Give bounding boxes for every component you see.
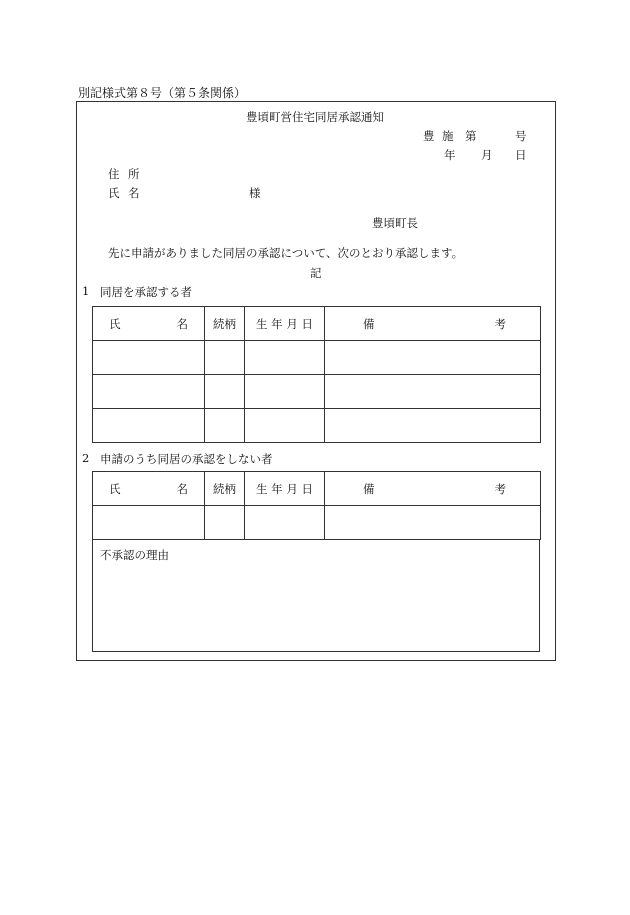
address-label-a: 住 <box>108 167 120 181</box>
sama-label: 様 <box>249 186 261 200</box>
header-birth: 生 年 月 日 <box>245 307 325 341</box>
table-row <box>93 375 541 409</box>
reason-box[interactable] <box>92 539 540 652</box>
cell-note[interactable] <box>325 375 541 409</box>
header-birth: 生 年 月 日 <box>245 472 325 506</box>
number-dai: 第 <box>465 129 477 143</box>
cell-birth[interactable] <box>245 375 325 409</box>
number-shi: 施 <box>442 129 454 143</box>
header-note: 備 考 <box>325 307 541 341</box>
table-header-row <box>93 307 541 341</box>
header-note: 備 考 <box>325 472 541 506</box>
date-year: 年 <box>444 148 456 162</box>
reason-label: 不承認の理由 <box>100 548 169 562</box>
section2-number: 2 <box>82 451 90 465</box>
cell-name[interactable] <box>93 409 205 443</box>
cell-birth[interactable] <box>245 506 325 540</box>
form-label: 別記様式第８号（第５条関係） <box>78 86 247 100</box>
section1-number: 1 <box>82 284 90 298</box>
table-row <box>93 409 541 443</box>
issuer: 豊頃町長 <box>372 216 418 230</box>
date-day: 日 <box>515 148 527 162</box>
cell-name[interactable] <box>93 375 205 409</box>
approved-table <box>92 306 541 443</box>
cell-relation[interactable] <box>205 506 245 540</box>
cell-name[interactable] <box>93 506 205 540</box>
body-text: 先に申請がありました同居の承認について、次のとおり承認します。 <box>108 246 464 260</box>
table-header-row <box>93 472 541 506</box>
cell-note[interactable] <box>325 506 541 540</box>
date-month: 月 <box>481 148 493 162</box>
cell-note[interactable] <box>325 409 541 443</box>
number-prefix: 豊 <box>423 129 435 143</box>
table-row <box>93 506 541 540</box>
header-name: 氏 名 <box>93 307 205 341</box>
cell-birth[interactable] <box>245 409 325 443</box>
section2-title: 申請のうち同居の承認をしない者 <box>100 452 273 466</box>
header-name: 氏 名 <box>93 472 205 506</box>
number-go: 号 <box>515 129 527 143</box>
document-title: 豊頃町営住宅同居承認通知 <box>246 110 384 124</box>
section1-title: 同居を承認する者 <box>100 285 192 299</box>
cell-relation[interactable] <box>205 409 245 443</box>
cell-note[interactable] <box>325 341 541 375</box>
table-row <box>93 341 541 375</box>
cell-birth[interactable] <box>245 341 325 375</box>
name-label-a: 氏 <box>108 186 120 200</box>
rejected-table <box>92 471 541 540</box>
address-label-b: 所 <box>128 167 140 181</box>
name-label-b: 名 <box>128 186 140 200</box>
header-relation: 続柄 <box>205 307 245 341</box>
header-relation: 続柄 <box>205 472 245 506</box>
cell-name[interactable] <box>93 341 205 375</box>
cell-relation[interactable] <box>205 375 245 409</box>
cell-relation[interactable] <box>205 341 245 375</box>
ki-label: 記 <box>310 266 322 280</box>
